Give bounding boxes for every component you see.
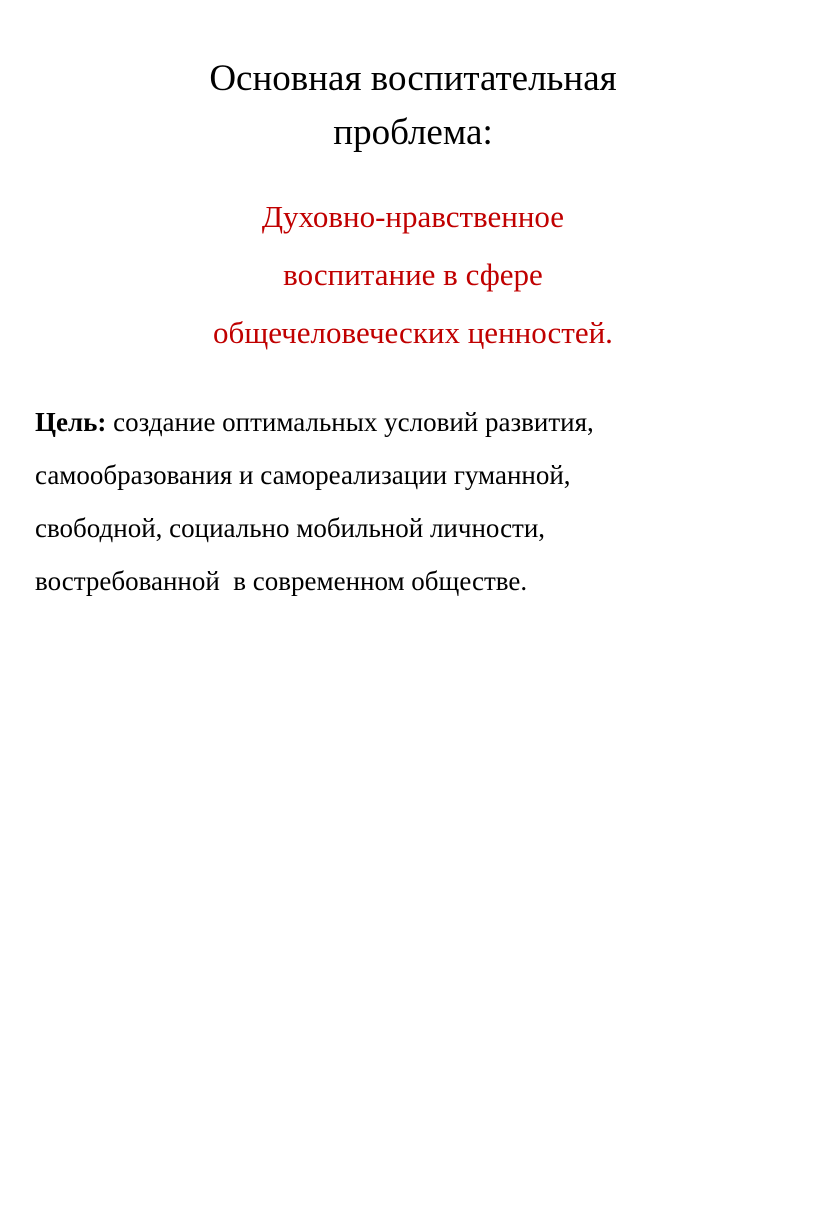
goal-line (35, 396, 795, 449)
goal-label: Цель: (35, 407, 107, 437)
problem-statement (0, 188, 816, 362)
title-line: проблема: (333, 112, 493, 153)
goal-line: самообразования и самореализации гуманной, (35, 460, 571, 490)
problem-line: общечеловеческих ценностей. (213, 315, 613, 350)
goal-line: свободной, социально мобильной личности, (35, 513, 546, 543)
goal-text: создание оптимальных условий развития, (106, 407, 594, 437)
title-line: Основная воспитательная (209, 58, 617, 99)
goal-line: востребованной в современном обществе. (35, 566, 528, 596)
page-title (0, 52, 816, 160)
problem-line: воспитание в сфере (283, 257, 543, 292)
goal-paragraph (35, 396, 795, 608)
problem-line: Духовно-нравственное (261, 199, 565, 234)
